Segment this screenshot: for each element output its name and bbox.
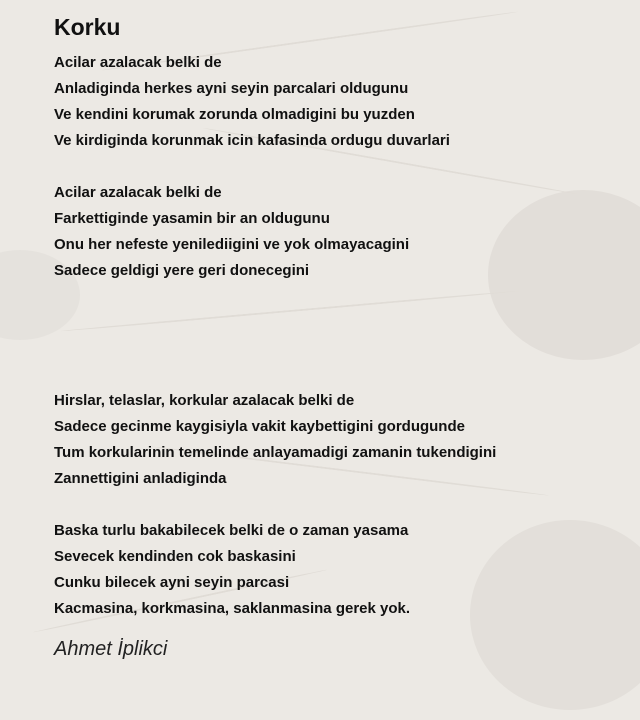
poem-line: Sadece geldigi yere geri donecegini: [54, 262, 310, 279]
stanza-3: [54, 388, 640, 492]
stanza-break: [54, 154, 640, 180]
poem-line: Anladiginda herkes ayni seyin parcalari oldugunu: [54, 80, 409, 97]
poem-line: Acilar azalacak belki de: [54, 54, 222, 71]
section-break: [54, 284, 640, 388]
stanza-break: [54, 492, 640, 518]
stanza-1: [54, 50, 640, 154]
poem-line: Ve kirdiginda korunmak icin kafasinda ordugu duvarlari: [54, 132, 450, 149]
poem-author: Ahmet İplikci: [54, 638, 168, 660]
poem-line: Cunku bilecek ayni seyin parcasi: [54, 574, 290, 591]
poem-title: Korku: [54, 14, 121, 40]
stanza-4: [54, 518, 640, 622]
poem-line: Kacmasina, korkmasina, saklanmasina gerek yok.: [54, 600, 411, 617]
poem-line: Onu her nefeste yenilediigini ve yok olmayacagini: [54, 236, 410, 253]
poem-line: Sadece gecinme kaygisiyla vakit kaybettigini gordugunde: [54, 418, 465, 435]
poem-line: Zannettigini anladiginda: [54, 470, 227, 487]
stanza-2: [54, 180, 640, 284]
poem-line: Baska turlu bakabilecek belki de o zaman yasama: [54, 522, 409, 539]
poem-line: Ve kendini korumak zorunda olmadigini bu yuzden: [54, 106, 415, 123]
poem-line: Sevecek kendinden cok baskasini: [54, 548, 296, 565]
poem-line: Acilar azalacak belki de: [54, 184, 222, 201]
poem-line: Farkettiginde yasamin bir an oldugunu: [54, 210, 330, 227]
poem-line: Hirslar, telaslar, korkular azalacak belki de: [54, 392, 355, 409]
poem-container: [54, 14, 640, 720]
spacer: [54, 40, 640, 50]
poem-line: Tum korkularinin temelinde anlayamadigi zamanin tukendigini: [54, 444, 497, 461]
